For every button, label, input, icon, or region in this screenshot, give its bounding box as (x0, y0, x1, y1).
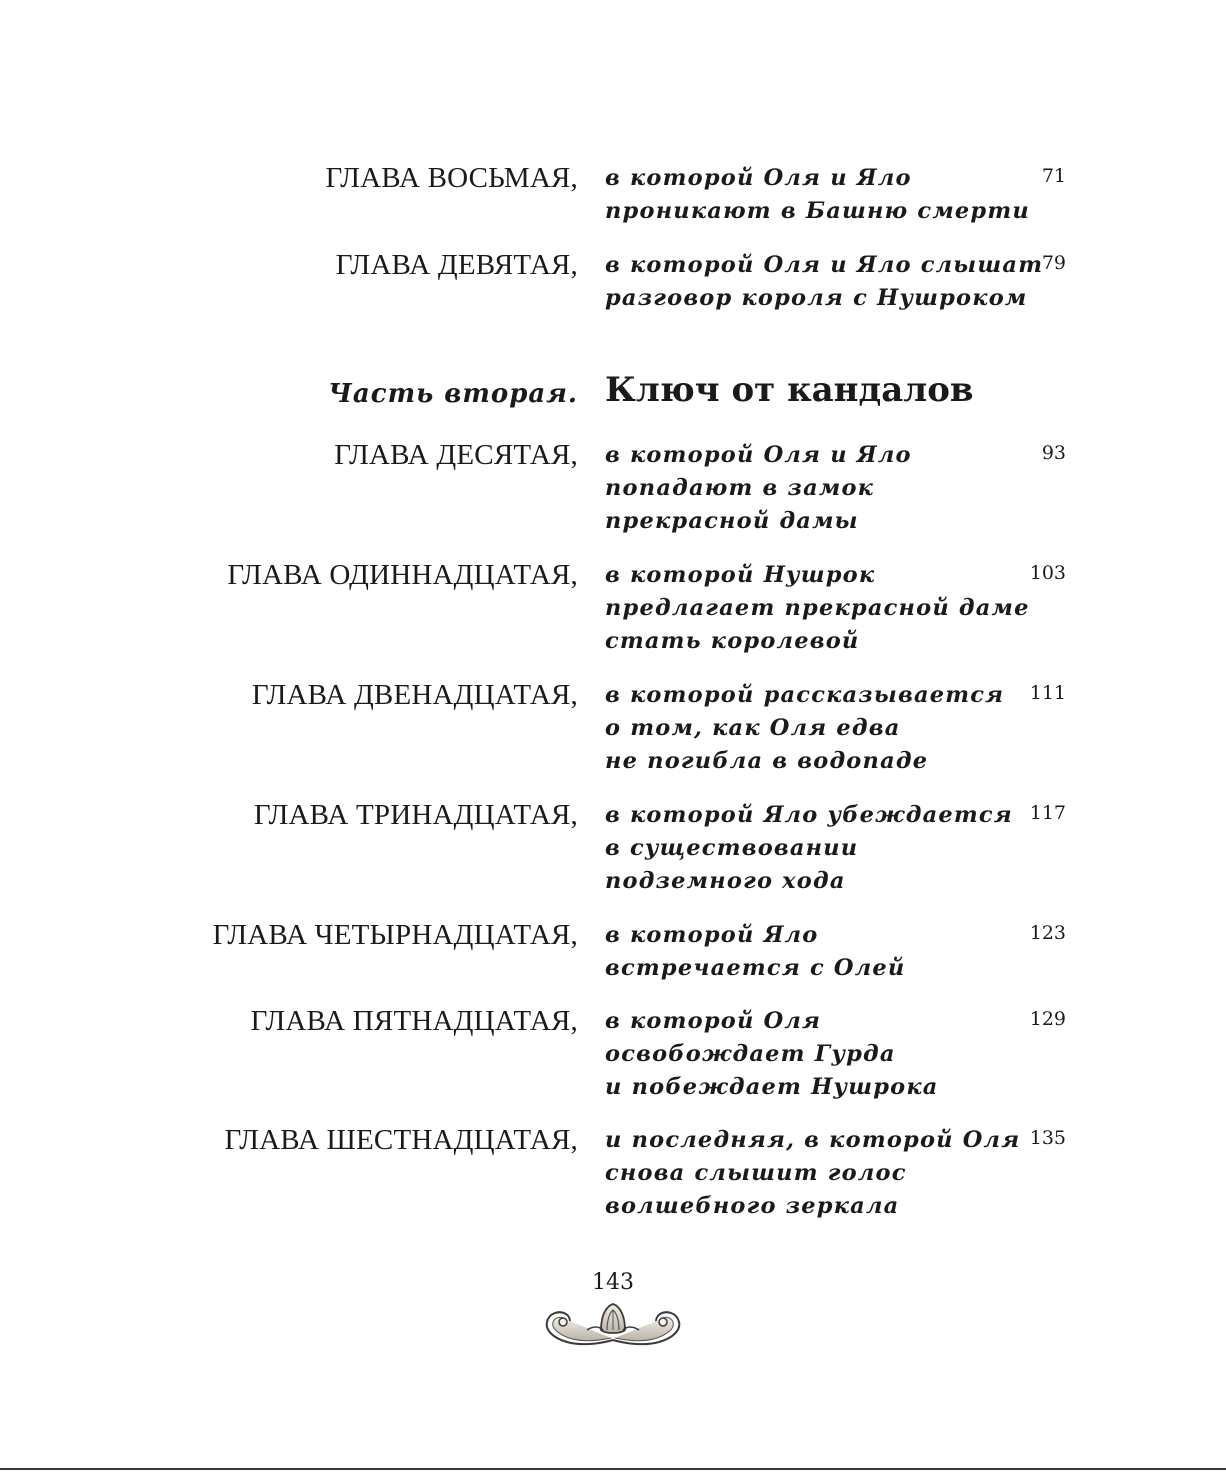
part-label: Часть вторая. (328, 379, 578, 409)
chapter-description (605, 799, 1013, 898)
page-number: 79 (1041, 252, 1066, 274)
page-number: 71 (1041, 165, 1066, 187)
chapter-description (605, 249, 1044, 315)
page-number: 93 (1041, 442, 1066, 464)
page-folio: 143 (592, 1270, 634, 1295)
page-edge-rule (0, 1468, 1226, 1470)
description-line: освобождает Гурда (605, 1041, 896, 1067)
page-number: 135 (1029, 1127, 1066, 1149)
chapter-title: ГЛАВА ДВЕНАДЦАТАЯ, (251, 679, 578, 711)
description-line: в которой Яло (605, 922, 819, 948)
description-line: встречается с Олей (605, 955, 906, 981)
page-number: 111 (1029, 682, 1066, 704)
page-number: 123 (1029, 922, 1066, 944)
chapter-title: ГЛАВА ТРИНАДЦАТАЯ, (253, 799, 578, 831)
description-line: и побеждает Нушрока (605, 1074, 939, 1100)
chapter-description (605, 1124, 1021, 1223)
page-number: 117 (1029, 802, 1066, 824)
description-line: в которой Оля (605, 1008, 822, 1034)
part-title: Ключ от кандалов (605, 370, 974, 410)
description-line: в которой Яло убеждается (605, 802, 1013, 828)
page-number: 129 (1029, 1008, 1066, 1030)
description-line: стать королевой (605, 628, 860, 654)
chapter-title: ГЛАВА ПЯТНАДЦАТАЯ, (250, 1005, 578, 1037)
chapter-description (605, 439, 1005, 538)
chapter-title: ГЛАВА ШЕСТНАДЦАТАЯ, (224, 1124, 578, 1156)
description-line: снова слышит голос (605, 1160, 907, 1186)
chapter-title: ГЛАВА ЧЕТЫРНАДЦАТАЯ, (212, 919, 578, 951)
chapter-description (605, 679, 1005, 778)
description-line: о том, как Оля едва (605, 715, 901, 741)
description-line: в которой Нушрок (605, 562, 876, 588)
page-number: 103 (1029, 562, 1066, 584)
description-line: в которой рассказывается (605, 682, 1005, 708)
chapter-title: ГЛАВА ДЕСЯТАЯ, (334, 439, 578, 471)
chapter-title: ГЛАВА ВОСЬМАЯ, (325, 162, 578, 194)
description-line: не погибла в водопаде (605, 748, 929, 774)
description-line: волшебного зеркала (605, 1193, 900, 1219)
description-line: в существовании (605, 835, 859, 861)
description-line: проникают в Башню смерти (605, 198, 1030, 224)
description-line: и последняя, в которой Оля (605, 1127, 1021, 1153)
chapter-description (605, 559, 1030, 658)
description-line: в которой Оля и Яло (605, 442, 912, 468)
description-line: в которой Оля и Яло слышат (605, 252, 1044, 278)
description-line: в которой Оля и Яло (605, 165, 912, 191)
description-line: разговор короля с Нушроком (605, 285, 1028, 311)
description-line: предлагает прекрасной даме (605, 595, 1030, 621)
description-line: подземного хода (605, 868, 846, 894)
scroll-ornament-icon (541, 1300, 685, 1350)
chapter-description (605, 919, 1005, 985)
chapter-title: ГЛАВА ДЕВЯТАЯ, (335, 249, 578, 281)
description-line: прекрасной дамы (605, 508, 859, 534)
description-line: попадают в замок (605, 475, 875, 501)
chapter-description (605, 1005, 1005, 1104)
chapter-description (605, 162, 1030, 228)
chapter-title: ГЛАВА ОДИННАДЦАТАЯ, (227, 559, 578, 591)
